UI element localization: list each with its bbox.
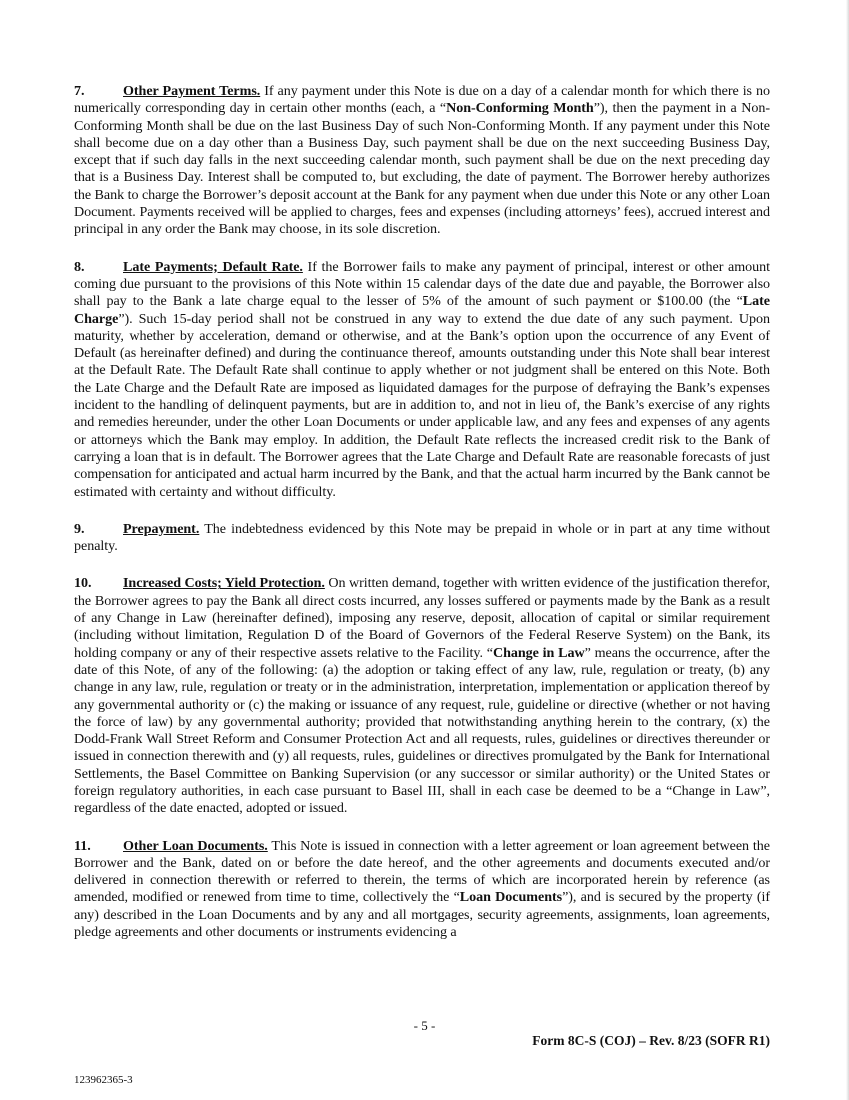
section-heading: Late Payments; Default Rate. [123, 258, 303, 275]
defined-term: Late Charge [74, 293, 770, 327]
section-heading: Other Loan Documents. [123, 837, 268, 854]
section-number: 10. [74, 575, 92, 592]
defined-term: Change in Law [492, 644, 585, 661]
section-number: 9. [74, 520, 85, 537]
section-11 [74, 838, 770, 942]
page-number: - 5 - [413, 1018, 436, 1033]
section-text: ” means the occurrence, after the date of this Note, of any of the following: (a) the adoption or taking effect of any law, rule, regulation or treaty, (b) any change in any law, rule, regulation or treaty or in the administration, interpretation, implementation or application thereof by any governmental authority or (c) the making or issuance of any request, rule, guideline or directive (whether or not having the force of law) by any governmental authority; provided that notwithstanding anything herein to the contrary, (x) the Dodd-Frank Wall Street Reform and Consumer Protection Act and all requests, rules, guidelines or directives thereunder or issued in connection therewith and (y) all requests, rules, guidelines or directives promulgated by the Bank for International Settlements, the Basel Committee on Banking Supervision (or any successor or similar authority) or the United States or foreign regulatory authorities, in each case pursuant to Basel III, shall in each case be deemed to be a “Change in Law”, regardless of the date enacted, adopted or issued. [74, 644, 770, 817]
section-heading: Other Payment Terms. [123, 83, 261, 99]
section-heading: Increased Costs; Yield Protection. [123, 575, 325, 592]
defined-term: Loan Documents [459, 889, 563, 906]
section-text: ”). Such 15-day period shall not be construed in any way to extend the due date of any such payment. Upon maturity, whether by acceleration, demand or otherwise, and at the Bank’s option upon the occurrence of any Event of Default (as hereinafter defined) and during the continuance thereof, amounts outstanding under this Note shall bear interest at the Default Rate. The Default Rate shall continue to apply whether or not judgment shall be entered on this Note. Both the Late Charge and the Default Rate are imposed as liquidated damages for the purpose of defraying the Bank’s expenses incident to the handling of delinquent payments, but are in addition to, and not in lieu of, the Bank’s exercise of any rights and remedies hereunder, under the other Loan Documents or under applicable law, and any fees and expenses of any agents or attorneys which the Bank may employ. In addition, the Default Rate reflects the increased credit risk to the Bank of carrying a loan that is in default. The Borrower agrees that the Late Charge and Default Rate are reasonable forecasts of just compensation for anticipated and actual harm incurred by the Bank, and that the actual harm incurred by the Bank cannot be estimated with certainty and without difficulty. [74, 310, 770, 500]
section-text: If any payment under this Note is due on a day of a calendar month for which there is no numerically corresponding day in certain other months (each, a “ [74, 83, 771, 117]
section-text: On written demand, together with written evidence of the justification therefor, the Borrower agrees to pay the Bank all direct costs incurred, any losses suffered or payments made by the Bank as a result of any Change in Law (hereinafter defined), imposing any reserve, deposit, allocation of capital or similar requirement (including without limitation, Regulation D of the Board of Governors of the Federal Reserve System) on the Bank, its holding company or any of their respective assets relative to the Facility. “ [74, 575, 770, 661]
section-7 [74, 83, 770, 239]
section-10 [74, 575, 770, 817]
section-8 [74, 259, 770, 501]
document-body [74, 83, 770, 961]
section-text: If the Borrower fails to make any payment of principal, interest or other amount coming due pursuant to the provisions of this Note within 15 calendar days of the date due and payable, the Borrower also shall pay to the Bank a late charge equal to the lesser of 5% of the amount of such payment or $100.00 (the “ [74, 258, 770, 310]
section-9 [74, 521, 770, 556]
section-heading: Prepayment. [123, 520, 200, 537]
section-text: ”), and is secured by the property (if any) described in the Loan Documents and by any and all mortgages, security agreements, assignments, loan agreements, pledge agreements and other documents or instruments evidencing a [74, 889, 770, 941]
form-identifier: Form 8C-S (COJ) – Rev. 8/23 (SOFR R1) [532, 1033, 770, 1048]
section-text: ”), then the payment in a Non-Conforming Month shall be due on the last Business Day of such Non-Conforming Month. If any payment under this Note shall become due on a day other than a Business Day, such payment shall be due on the next succeeding Business Day, except that if such day falls in the next succeeding calendar month, such payment shall be due on the next preceding day that is a Business Day. Interest shall be computed to, but excluding, the date of payment. The Borrower hereby authorizes the Bank to charge the Borrower’s deposit account at the Bank for any payment when due under this Note or any other Loan Document. Payments received will be applied to charges, fees and expenses (including attorneys’ fees), accrued interest and principal in any order the Bank may choose, in its sole discretion. [74, 100, 771, 238]
section-number: 7. [74, 83, 85, 99]
section-text: The indebtedness evidenced by this Note may be prepaid in whole or in part at any time without penalty. [74, 520, 770, 555]
section-number: 11. [74, 837, 91, 854]
defined-term: Non-Conforming Month [446, 100, 594, 117]
section-number: 8. [74, 258, 85, 275]
document-id: 123962365-3 [74, 1074, 133, 1086]
section-text: This Note is issued in connection with a letter agreement or loan agreement between the Borrower and the Bank, dated on or before the date hereof, and the other agreements and documents executed and/or delivered in connection therewith or referred to therein, the terms of which are incorporated herein by reference (as amended, modified or renewed from time to time, collectively the “ [74, 837, 770, 906]
